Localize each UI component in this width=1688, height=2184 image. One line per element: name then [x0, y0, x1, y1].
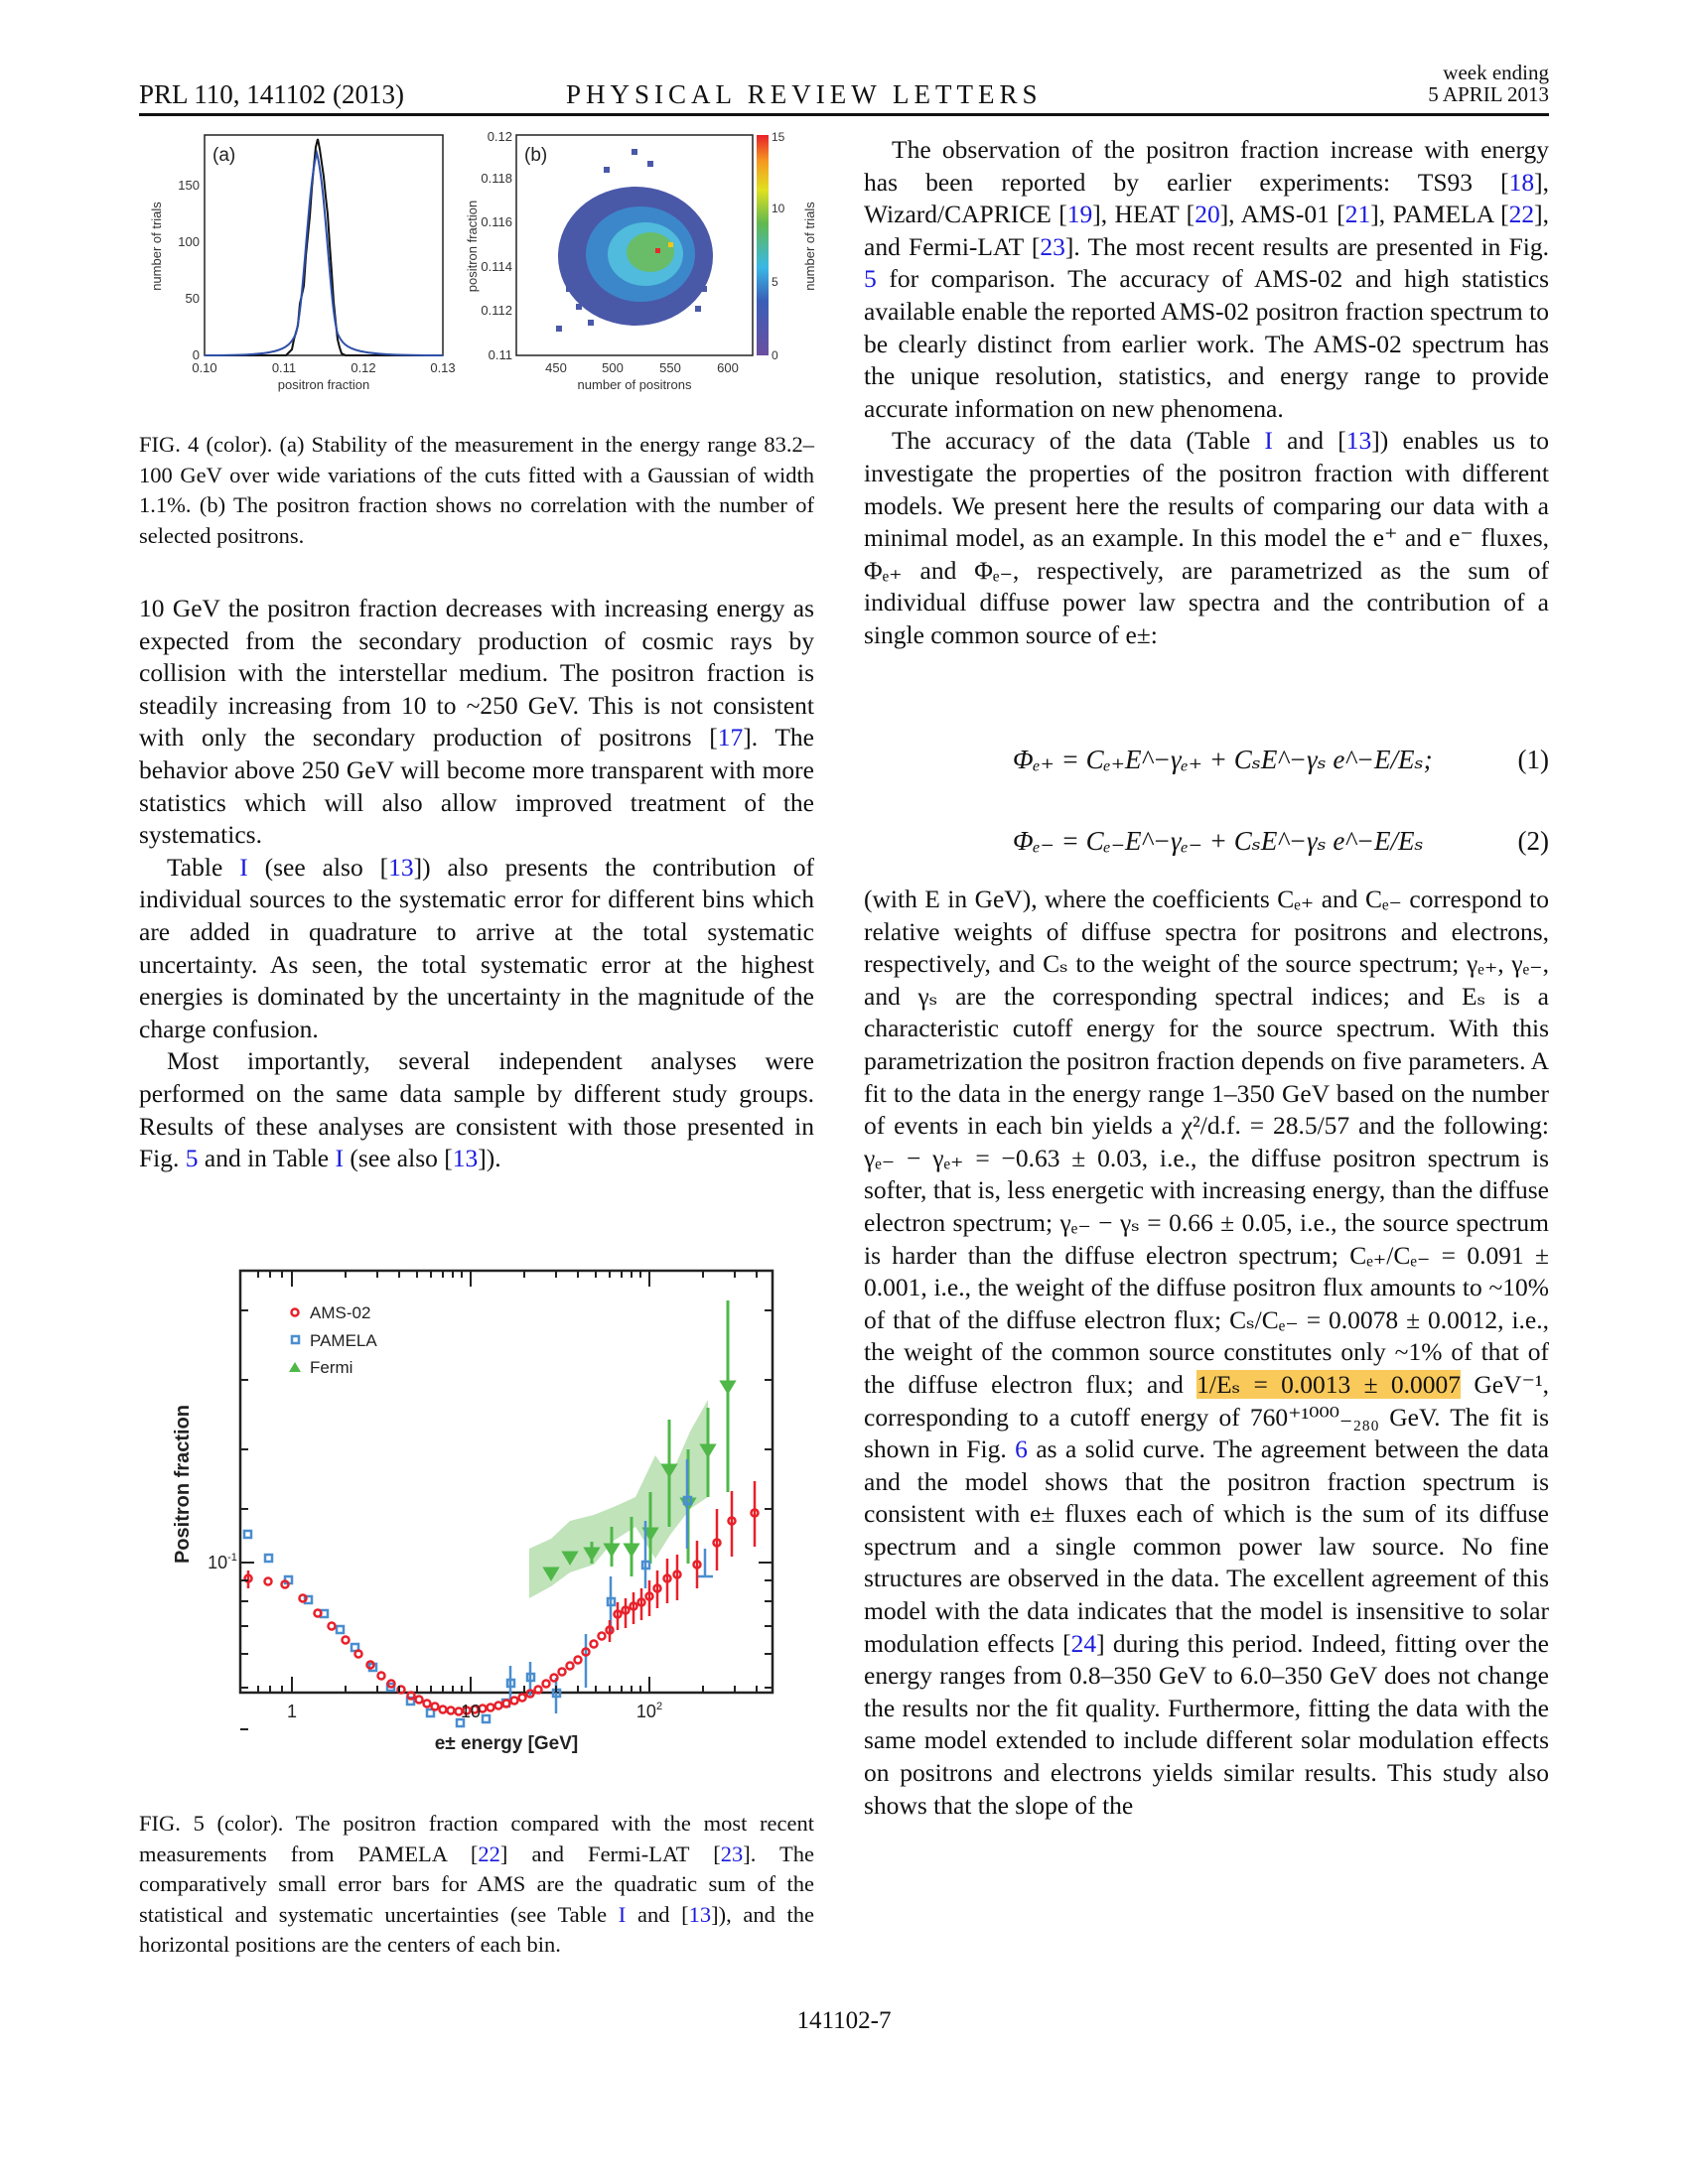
equation-number: (2)	[1517, 826, 1549, 856]
figure-4	[139, 127, 844, 405]
journal-reference: PRL 110, 141102 (2013)	[139, 79, 404, 109]
paragraph: The accuracy of the data (Table I and [13]) enables us to investigate the properties of the positron fraction with different models. We present here the results of comparing our data with a minimal model, as an example. In this model the e⁺ and e⁻ fluxes, Φₑ₊ and Φₑ₋, respectively, are parametrized as the sum of individual diffuse power law spectra and the contribution of a single common source of e±:	[864, 426, 1549, 649]
svg-text:0.12: 0.12	[487, 129, 512, 144]
svg-text:0: 0	[772, 348, 778, 362]
paragraph: (with E in GeV), where the coefficients Cₑ₊ and Cₑ₋ correspond to relative weights of diffuse spectra for positrons and electrons, respectively, and Cₛ to the weight of the source spectrum; γₑ₊, γₑ₋, and γₛ are the corresponding spectral indices; and Eₛ is a characteristic cutoff energy for the source spectrum. With this parametrization the positron fraction depends on five parameters. A fit to the data in the energy range 1–350 GeV based on the number of events in each bin yields a χ²/d.f. = 28.5/57 and the following: γₑ₋ − γₑ₊ = −0.63 ± 0.03, i.e., the diffuse positron spectrum is softer, that is, less energetic with increasing energy, than the diffuse electron spectrum; γₑ₋ − γₛ = 0.66 ± 0.05, i.e., the source spectrum is harder than the diffuse electron spectrum; Cₑ₊/Cₑ₋ = 0.091 ± 0.001, i.e., the weight of the diffuse positron flux amounts to ~10% of that of the diffuse electron flux; Cₛ/Cₑ₋ = 0.0078 ± 0.0012, i.e., the weight of the common source constitutes only ~1% of that of the diffuse electron flux; and 1/Eₛ = 0.0013 ± 0.0007 GeV⁻¹, corresponding to a cutoff energy of 760⁺¹⁰⁰⁰₋₂₈₀ GeV. The fit is shown in Fig. 6 as a solid curve. The agreement between the data and the model shows that the positron fraction spectrum is consistent with e± fluxes each of which is the sum of its diffuse spectrum and a single common power law source. No fine structures are observed in the data. The excellent agreement of this model with the data indicates that the model is insensitive to solar modulation effects [24] during this period. Indeed, fitting over the energy ranges from 0.8–350 GeV to 6.0–350 GeV does not change the results nor the fit quality. Furthermore, fitting the data with the same model extended to include different solar modulation effects on positrons and electrons yields similar results. This study also shows that the slope of the	[864, 885, 1549, 1820]
ref-link[interactable]: 24	[1070, 1628, 1097, 1658]
svg-text:50: 50	[185, 291, 200, 306]
ref-link[interactable]: 13	[388, 852, 414, 882]
panel-a-xlabel: positron fraction	[277, 377, 370, 392]
panel-a-ylabel: number of trials	[149, 202, 164, 291]
fig5-xlabel: e± energy [GeV]	[434, 1733, 579, 1754]
left-column-text	[139, 593, 814, 1175]
svg-text:600: 600	[717, 360, 739, 375]
y-tick-0.1: $10^{-1}$	[208, 1552, 237, 1572]
svg-text:0.112: 0.112	[481, 303, 512, 318]
table-link[interactable]: I	[335, 1144, 344, 1173]
ref-link[interactable]: 23	[1040, 231, 1065, 261]
figure-5	[159, 1261, 794, 1767]
legend	[289, 1303, 377, 1377]
running-header	[139, 61, 1549, 109]
week-ending	[1428, 62, 1549, 105]
week-ending-date: 5 APRIL 2013	[1428, 82, 1549, 106]
highlighted-text: 1/Eₛ = 0.0013 ± 0.0007	[1196, 1369, 1462, 1399]
panel-b-label: (b)	[524, 145, 548, 166]
svg-text:500: 500	[602, 360, 624, 375]
fig5-ylabel: Positron fraction	[172, 1404, 194, 1565]
ref-link[interactable]: 17	[717, 723, 744, 752]
x-tick-10: 10	[460, 1702, 482, 1721]
table-link[interactable]: I	[239, 852, 248, 882]
legend-ams02-marker	[292, 1309, 299, 1316]
svg-text:450: 450	[545, 360, 567, 375]
week-ending-label: week ending	[1443, 61, 1549, 84]
panel-b-xlabel: number of positrons	[577, 377, 692, 392]
right-column-text-bottom	[864, 884, 1549, 1822]
svg-text:0.13: 0.13	[430, 360, 456, 375]
legend-pamela-marker	[292, 1336, 299, 1343]
ref-link[interactable]: 13	[688, 1901, 712, 1927]
figure-link[interactable]: 5	[864, 264, 877, 294]
ref-link[interactable]: 19	[1066, 200, 1093, 229]
svg-text:0.116: 0.116	[481, 214, 512, 229]
figure-link[interactable]: 6	[1015, 1434, 1028, 1464]
x-tick-100: $10^2$	[635, 1701, 663, 1721]
header-rule	[139, 113, 1549, 116]
paragraph: 10 GeV the positron fraction decreases with increasing energy as expected from the secondary production of cosmic rays by collision with the interstellar medium. The positron fraction is steadily increasing from 10 to ~250 GeV. This is not consistent with only the secondary production of positrons [17]. The behavior above 250 GeV will become more transparent with more statistics which will also allow improved treatment of the systematics.	[139, 594, 814, 850]
ref-link[interactable]: 22	[1508, 200, 1535, 229]
svg-text:0.114: 0.114	[481, 259, 512, 274]
paragraph: The observation of the positron fraction increase with energy has been reported by earlier experiments: TS93 [18], Wizard/CAPRICE [19], HEAT [20], AMS-01 [21], PAMELA [22], and Fermi-LAT [23]. The most recent results are presented in Fig. 5 for comparison. The accuracy of AMS-02 and high statistics available enable the reported AMS-02 positron fraction spectrum to be clearly distinct from earlier work. The AMS-02 spectrum has the unique resolution, statistics, and energy range to provide accurate information on new phenomena.	[864, 135, 1550, 423]
svg-text:0.118: 0.118	[481, 171, 512, 186]
svg-text:0.10: 0.10	[192, 360, 217, 375]
legend-fermi-label: Fermi	[310, 1358, 353, 1377]
page-number: 141102-7	[796, 2007, 892, 2034]
svg-text:0.11: 0.11	[488, 347, 512, 362]
svg-text:5: 5	[772, 275, 778, 289]
panel-b-ylabel: positron fraction	[465, 200, 480, 293]
svg-text:10: 10	[772, 202, 785, 215]
fig4-caption: FIG. 4 (color). (a) Stability of the measurement in the energy range 83.2–100 GeV over wide variations of the cuts fitted with a Gaussian of width 1.1%. (b) The positron fraction shows no correlation with the number of selected positrons.	[139, 432, 814, 548]
ref-link[interactable]: 21	[1344, 200, 1371, 229]
svg-text:150: 150	[178, 178, 200, 193]
svg-text:100: 100	[178, 234, 200, 249]
paragraph: Table I (see also [13]) also presents the contribution of individual sources to the systematic error for different bins which are added in quadrature to arrive at the total systematic uncertainty. As seen, the total systematic error at the highest energies is dominated by the uncertainty in the magnitude of the charge confusion.	[139, 852, 814, 1043]
panel-a-label: (a)	[212, 145, 236, 166]
paragraph: Most importantly, several independent analyses were performed on the same data sample by different study groups. Results of these analyses are consistent with those presented in Fig. 5 and in Table I (see also [13]).	[139, 1046, 814, 1173]
journal-name: PHYSICAL REVIEW LETTERS	[566, 79, 1043, 109]
legend-ams02-label: AMS-02	[310, 1303, 371, 1322]
figure-link[interactable]: 5	[185, 1144, 199, 1173]
ref-link[interactable]: 22	[478, 1841, 500, 1866]
fig5-caption: FIG. 5 (color). The positron fraction compared with the most recent measurements from PAMELA [22] and Fermi-LAT [23]. The comparatively small error bars for AMS are the quadratic sum of the statistical and systematic uncertainties (see Table I and [13]), and the horizontal positions are the centers of each bin.	[139, 1811, 814, 1957]
legend-pamela-label: PAMELA	[310, 1331, 377, 1350]
fig4-panel-a	[149, 135, 456, 392]
svg-text:0.12: 0.12	[351, 360, 376, 375]
right-column-text-top	[864, 134, 1549, 652]
ref-link[interactable]: 23	[720, 1841, 744, 1866]
svg-text:0: 0	[192, 347, 200, 362]
svg-text:15: 15	[772, 130, 785, 144]
colorbar	[757, 135, 769, 355]
x-tick-1: 1	[286, 1702, 298, 1721]
table-link[interactable]: I	[618, 1901, 627, 1927]
legend-fermi-marker	[289, 1362, 301, 1372]
table-link[interactable]: I	[1264, 426, 1273, 456]
ref-link[interactable]: 20	[1195, 200, 1220, 229]
ref-link[interactable]: 18	[1508, 167, 1535, 197]
ref-link[interactable]: 13	[452, 1144, 479, 1173]
colorbar-label: number of trials	[802, 202, 817, 291]
svg-text:550: 550	[659, 360, 681, 375]
svg-text:0.11: 0.11	[271, 360, 297, 375]
fig4-panel-b	[465, 129, 817, 392]
ref-link[interactable]: 13	[1345, 426, 1372, 456]
equation-number: (1)	[1517, 745, 1549, 774]
